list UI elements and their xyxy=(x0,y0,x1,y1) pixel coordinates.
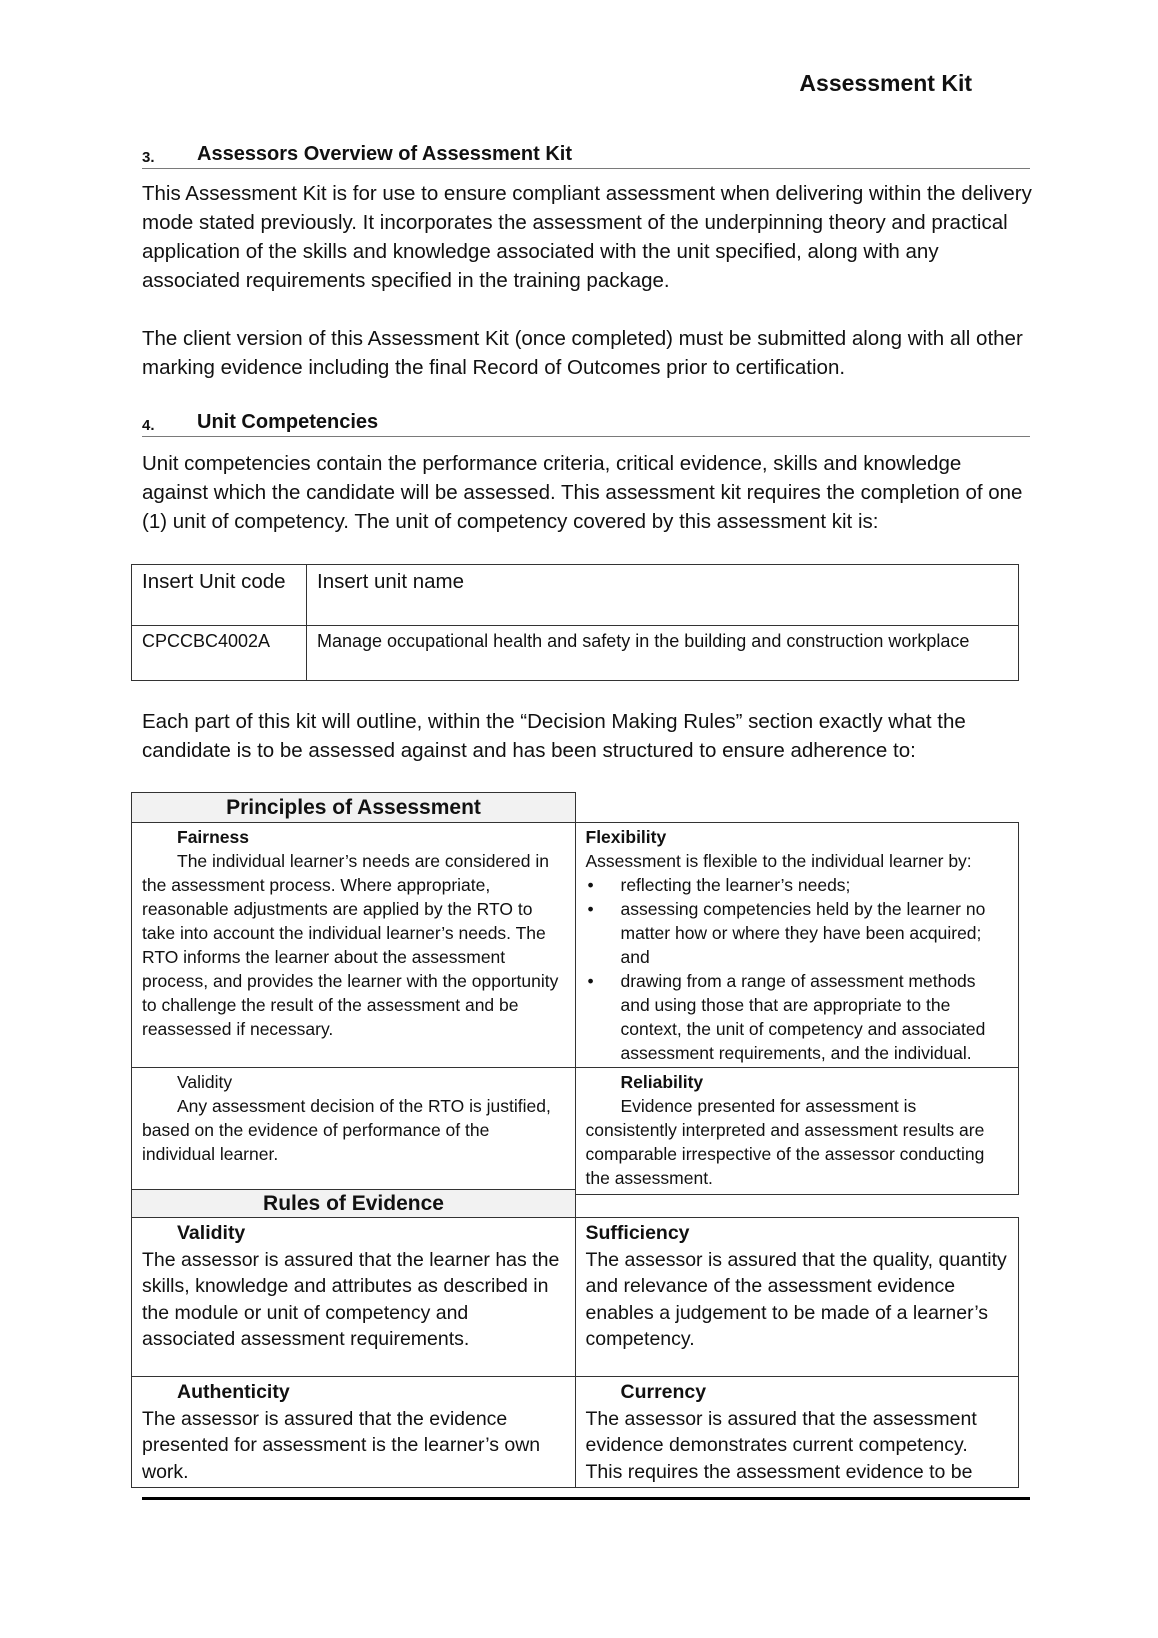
reliability-cell xyxy=(575,1068,1019,1195)
sufficiency-text: The assessor is assured that the quality, quantity and relevance of the assessment evidence enables a judgement to be made of a learner’s competency. xyxy=(585,1248,1007,1350)
sufficiency-title: Sufficiency xyxy=(585,1222,690,1244)
principles-heading: Principles of Assessment xyxy=(131,792,576,823)
authenticity-cell xyxy=(132,1377,576,1488)
section-3-heading xyxy=(142,140,1030,169)
validity-principle-cell xyxy=(132,1068,576,1195)
table-row xyxy=(132,626,1019,681)
flexibility-list xyxy=(586,873,1009,1065)
unit-name-cell: Manage occupational health and safety in the building and construction workplace xyxy=(307,626,1019,681)
unit-name-header: Insert unit name xyxy=(307,565,1019,626)
validity-rule-cell xyxy=(132,1218,576,1377)
list-item: • assessing competencies held by the learner no matter how or where they have been acquired; and xyxy=(586,897,1009,969)
reliability-text: Evidence presented for assessment is consistently interpreted and assessment results are comparable irrespective of the assessor conducting the assessment. xyxy=(585,1096,985,1188)
unit-code-header: Insert Unit code xyxy=(132,565,307,626)
section-3-paragraph-2: The client version of this Assessment Kit (once completed) must be submitted along with all other marking evidence including the final Record of Outcomes prior to certification. xyxy=(142,327,1023,379)
unit-table-header-row xyxy=(132,565,1019,626)
section-3-title: Assessors Overview of Assessment Kit xyxy=(197,143,572,165)
unit-table xyxy=(131,564,1019,681)
rules-heading: Rules of Evidence xyxy=(131,1189,576,1218)
sufficiency-cell xyxy=(575,1218,1019,1377)
fairness-title: Fairness xyxy=(177,827,249,847)
fairness-cell xyxy=(132,823,576,1068)
list-item: • reflecting the learner’s needs; xyxy=(586,873,1009,897)
validity-rule-text: The assessor is assured that the learner has the skills, knowledge and attributes as described in the module or unit of competency and associated assessment requirements. xyxy=(142,1248,560,1350)
list-item: • drawing from a range of assessment methods and using those that are appropriate to the context, the unit of competency and associated assessment requirements, and the individual. xyxy=(586,969,1009,1065)
section-4-number: 4. xyxy=(142,417,155,434)
flexibility-cell xyxy=(575,823,1019,1068)
flexibility-intro: Assessment is flexible to the individual learner by: xyxy=(585,851,972,871)
section-3-paragraph-1: This Assessment Kit is for use to ensure compliant assessment when delivering within the delivery mode stated previously. It incorporates the assessment of the underpinning theory and practical application of the skills and knowledge associated with the unit specified, along with any associated requirements specified in the training package. xyxy=(142,182,1032,292)
flexibility-title: Flexibility xyxy=(585,827,667,847)
unit-code-cell: CPCCBC4002A xyxy=(132,626,307,681)
page-header-title: Assessment Kit xyxy=(799,70,972,96)
section-4-intro: Unit competencies contain the performance criteria, critical evidence, skills and knowledge against which the candidate will be assessed. This assessment kit requires the completion of one (1) unit of competency. The unit of competency covered by this assessment kit is: xyxy=(142,452,1023,533)
authenticity-title: Authenticity xyxy=(177,1381,290,1403)
rules-table xyxy=(131,1217,1019,1488)
validity-principle-title: Validity xyxy=(177,1072,233,1092)
section-4-heading xyxy=(142,408,1030,437)
principles-table xyxy=(131,822,1019,1195)
section-4-after-table: Each part of this kit will outline, within the “Decision Making Rules” section exactly what the candidate is to be assessed against and has been structured to ensure adherence to: xyxy=(142,710,966,762)
currency-text: The assessor is assured that the assessment evidence demonstrates current competency. This requires the assessment evidence to be xyxy=(585,1407,977,1483)
reliability-title: Reliability xyxy=(620,1072,704,1092)
authenticity-text: The assessor is assured that the evidence presented for assessment is the learner’s own work. xyxy=(142,1407,541,1483)
validity-rule-title: Validity xyxy=(177,1222,246,1244)
section-4-title: Unit Competencies xyxy=(197,411,379,433)
footer-divider xyxy=(142,1497,1030,1500)
fairness-text: The individual learner’s needs are considered in the assessment process. Where appropriate, reasonable adjustments are applied by the RTO to take into account the individual learner’s needs. The RTO informs the learner about the assessment process, and provides the learner with the opportunity to challenge the result of the assessment and be reassessed if necessary. xyxy=(142,851,559,1039)
currency-cell xyxy=(575,1377,1019,1488)
section-3-number: 3. xyxy=(142,149,155,166)
currency-title: Currency xyxy=(620,1381,707,1403)
validity-principle-text: Any assessment decision of the RTO is justified, based on the evidence of performance of the individual learner. xyxy=(142,1096,551,1164)
